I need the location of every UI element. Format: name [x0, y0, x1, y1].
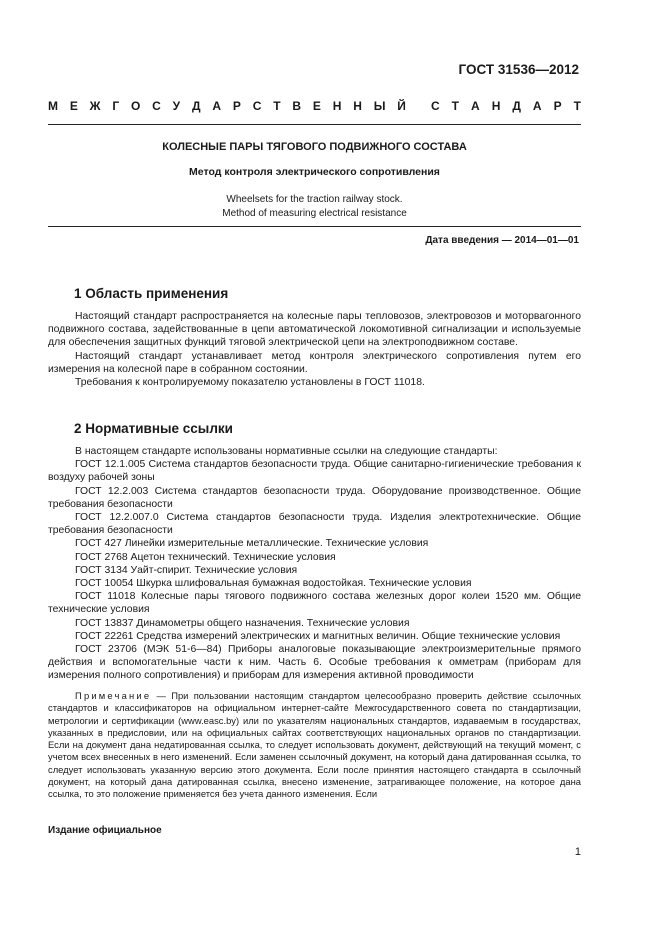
- english-title: [48, 193, 581, 221]
- note-label: Примечание: [75, 690, 152, 701]
- note-text: — При пользовании настоящим стандартом целесообразно проверить действие ссылочных стандартов и классификаторов на официальном интернет-сайте Межгосударственного совета по стандартизации, метрологии и сертификации (www.easc.by) или по указателям национальных стандартов, издаваемым в государствах, указанных в предисловии, или на официальных сайтах соответствующих национальных органов по стандартизации. Если на документ дана недатированная ссылка, то следует использовать документ, действующий на текущий момент, с учетом всех внесенных в него изменений. Если заменен ссылочный документ, на который дана датированная ссылка, то следует использовать указанную версию этого документа. Если после принятия настоящего стандарта в ссылочный документ, на который дана датированная ссылка, внесено изменение, затрагивающее положение, на которое дана ссылка, то это положение применяется без учета данного изменения. Если: [48, 690, 581, 800]
- banner-letter: А: [212, 99, 222, 113]
- header-rule-bottom: [48, 226, 581, 227]
- reference-item: ГОСТ 13837 Динамометры общего назначения. Технические условия: [75, 617, 410, 629]
- official-edition-label: Издание официальное: [48, 825, 162, 836]
- banner-letter: У: [172, 99, 181, 113]
- section-2-heading: 2 Нормативные ссылки: [74, 421, 233, 436]
- paragraph: Настоящий стандарт устанавливает метод контроля электрического сопротивления путем его измерения на колесной паре в собранном состоянии.: [48, 350, 581, 375]
- paragraph: Требования к контролируемому показателю установлены в ГОСТ 11018.: [75, 377, 425, 389]
- paragraph: Настоящий стандарт распространяется на колесные пары тепловозов, электровозов и моторвагонного подвижного состава, задействованные в цепи автоматической локомотивной сигнализации и используемые для обеспечения защитных функций тяговой электрической цепи на электроподвижном составе.: [48, 311, 581, 349]
- banner-letter: О: [131, 99, 141, 113]
- reference-item: ГОСТ 12.2.003 Система стандартов безопасности труда. Оборудование производственное. Общие требования безопасности: [48, 485, 581, 510]
- interstate-standard-banner: [48, 99, 581, 113]
- reference-item: ГОСТ 11018 Колесные пары тягового подвижного состава железных дорог колеи 1520 мм. Общие технические условия: [48, 591, 581, 616]
- reference-item: ГОСТ 22261 Средства измерений электрических и магнитных величин. Общие технические условия: [75, 630, 561, 642]
- banner-letter: С: [152, 99, 161, 113]
- banner-letter: Ы: [373, 99, 386, 113]
- banner-letter: С: [431, 99, 440, 113]
- introduction-date: Дата введения — 2014—01—01: [425, 235, 579, 246]
- banner-letter: Е: [69, 99, 78, 113]
- reference-item: ГОСТ 3134 Уайт-спирит. Технические условия: [75, 564, 298, 576]
- header-rule-top: [48, 124, 581, 125]
- banner-letter: М: [48, 99, 58, 113]
- banner-letter: Н: [491, 99, 501, 113]
- reference-item: ГОСТ 23706 (МЭК 51-6—84) Приборы аналоговые показывающие электроизмерительные прямого действия и вспомогательные части к ним. Часть 6. Особые требования к омметрам (приборам для измерения полного сопротивления) и приборам для измерения активной проводимости: [48, 644, 581, 682]
- banner-letter: Т: [573, 99, 581, 113]
- banner-letter: Й: [397, 99, 406, 113]
- banner-letter: Т: [451, 99, 460, 113]
- banner-letter: А: [532, 99, 542, 113]
- paragraph: В настоящем стандарте использованы нормативные ссылки на следующие стандарты:: [75, 446, 498, 457]
- reference-item: ГОСТ 2768 Ацетон технический. Технические условия: [75, 551, 336, 563]
- section-2-body: [48, 445, 581, 683]
- reference-item: ГОСТ 427 Линейки измерительные металлические. Технические условия: [75, 538, 429, 550]
- reference-item: ГОСТ 10054 Шкурка шлифовальная бумажная водостойкая. Технические условия: [75, 578, 472, 590]
- banner-letter: С: [252, 99, 262, 113]
- note-paragraph: [48, 690, 581, 801]
- document-number: ГОСТ 31536—2012: [458, 62, 579, 77]
- banner-letter: Е: [312, 99, 321, 113]
- banner-letter: А: [471, 99, 480, 113]
- banner-letter: Ж: [89, 99, 101, 113]
- reference-item: ГОСТ 12.2.007.0 Система стандартов безопасности труда. Изделия электротехнические. Общие требования безопасности: [48, 512, 581, 537]
- banner-letter: Д: [512, 99, 521, 113]
- english-title-line-1: Wheelsets for the traction railway stock.: [226, 194, 403, 205]
- banner-letter: Н: [332, 99, 342, 113]
- banner-letter: Н: [353, 99, 362, 113]
- interstate-word-2: [431, 99, 581, 113]
- banner-letter: Т: [273, 99, 281, 113]
- document-title: КОЛЕСНЫЕ ПАРЫ ТЯГОВОГО ПОДВИЖНОГО СОСТАВА: [162, 141, 467, 153]
- document-subtitle: Метод контроля электрического сопротивления: [189, 166, 440, 178]
- section-1-heading: 1 Область применения: [74, 286, 229, 301]
- banner-letter: В: [292, 99, 302, 113]
- english-title-line-2: Method of measuring electrical resistance: [222, 208, 407, 219]
- banner-letter: Д: [191, 99, 201, 113]
- banner-letter: Г: [112, 99, 120, 113]
- interstate-word-1: [48, 99, 406, 113]
- banner-letter: Р: [232, 99, 241, 113]
- page-number: 1: [574, 846, 581, 858]
- reference-item: ГОСТ 12.1.005 Система стандартов безопасности труда. Общие санитарно-гигиенические требования к воздуху рабочей зоны: [48, 459, 581, 484]
- banner-letter: Р: [553, 99, 562, 113]
- section-1-body: [48, 310, 581, 389]
